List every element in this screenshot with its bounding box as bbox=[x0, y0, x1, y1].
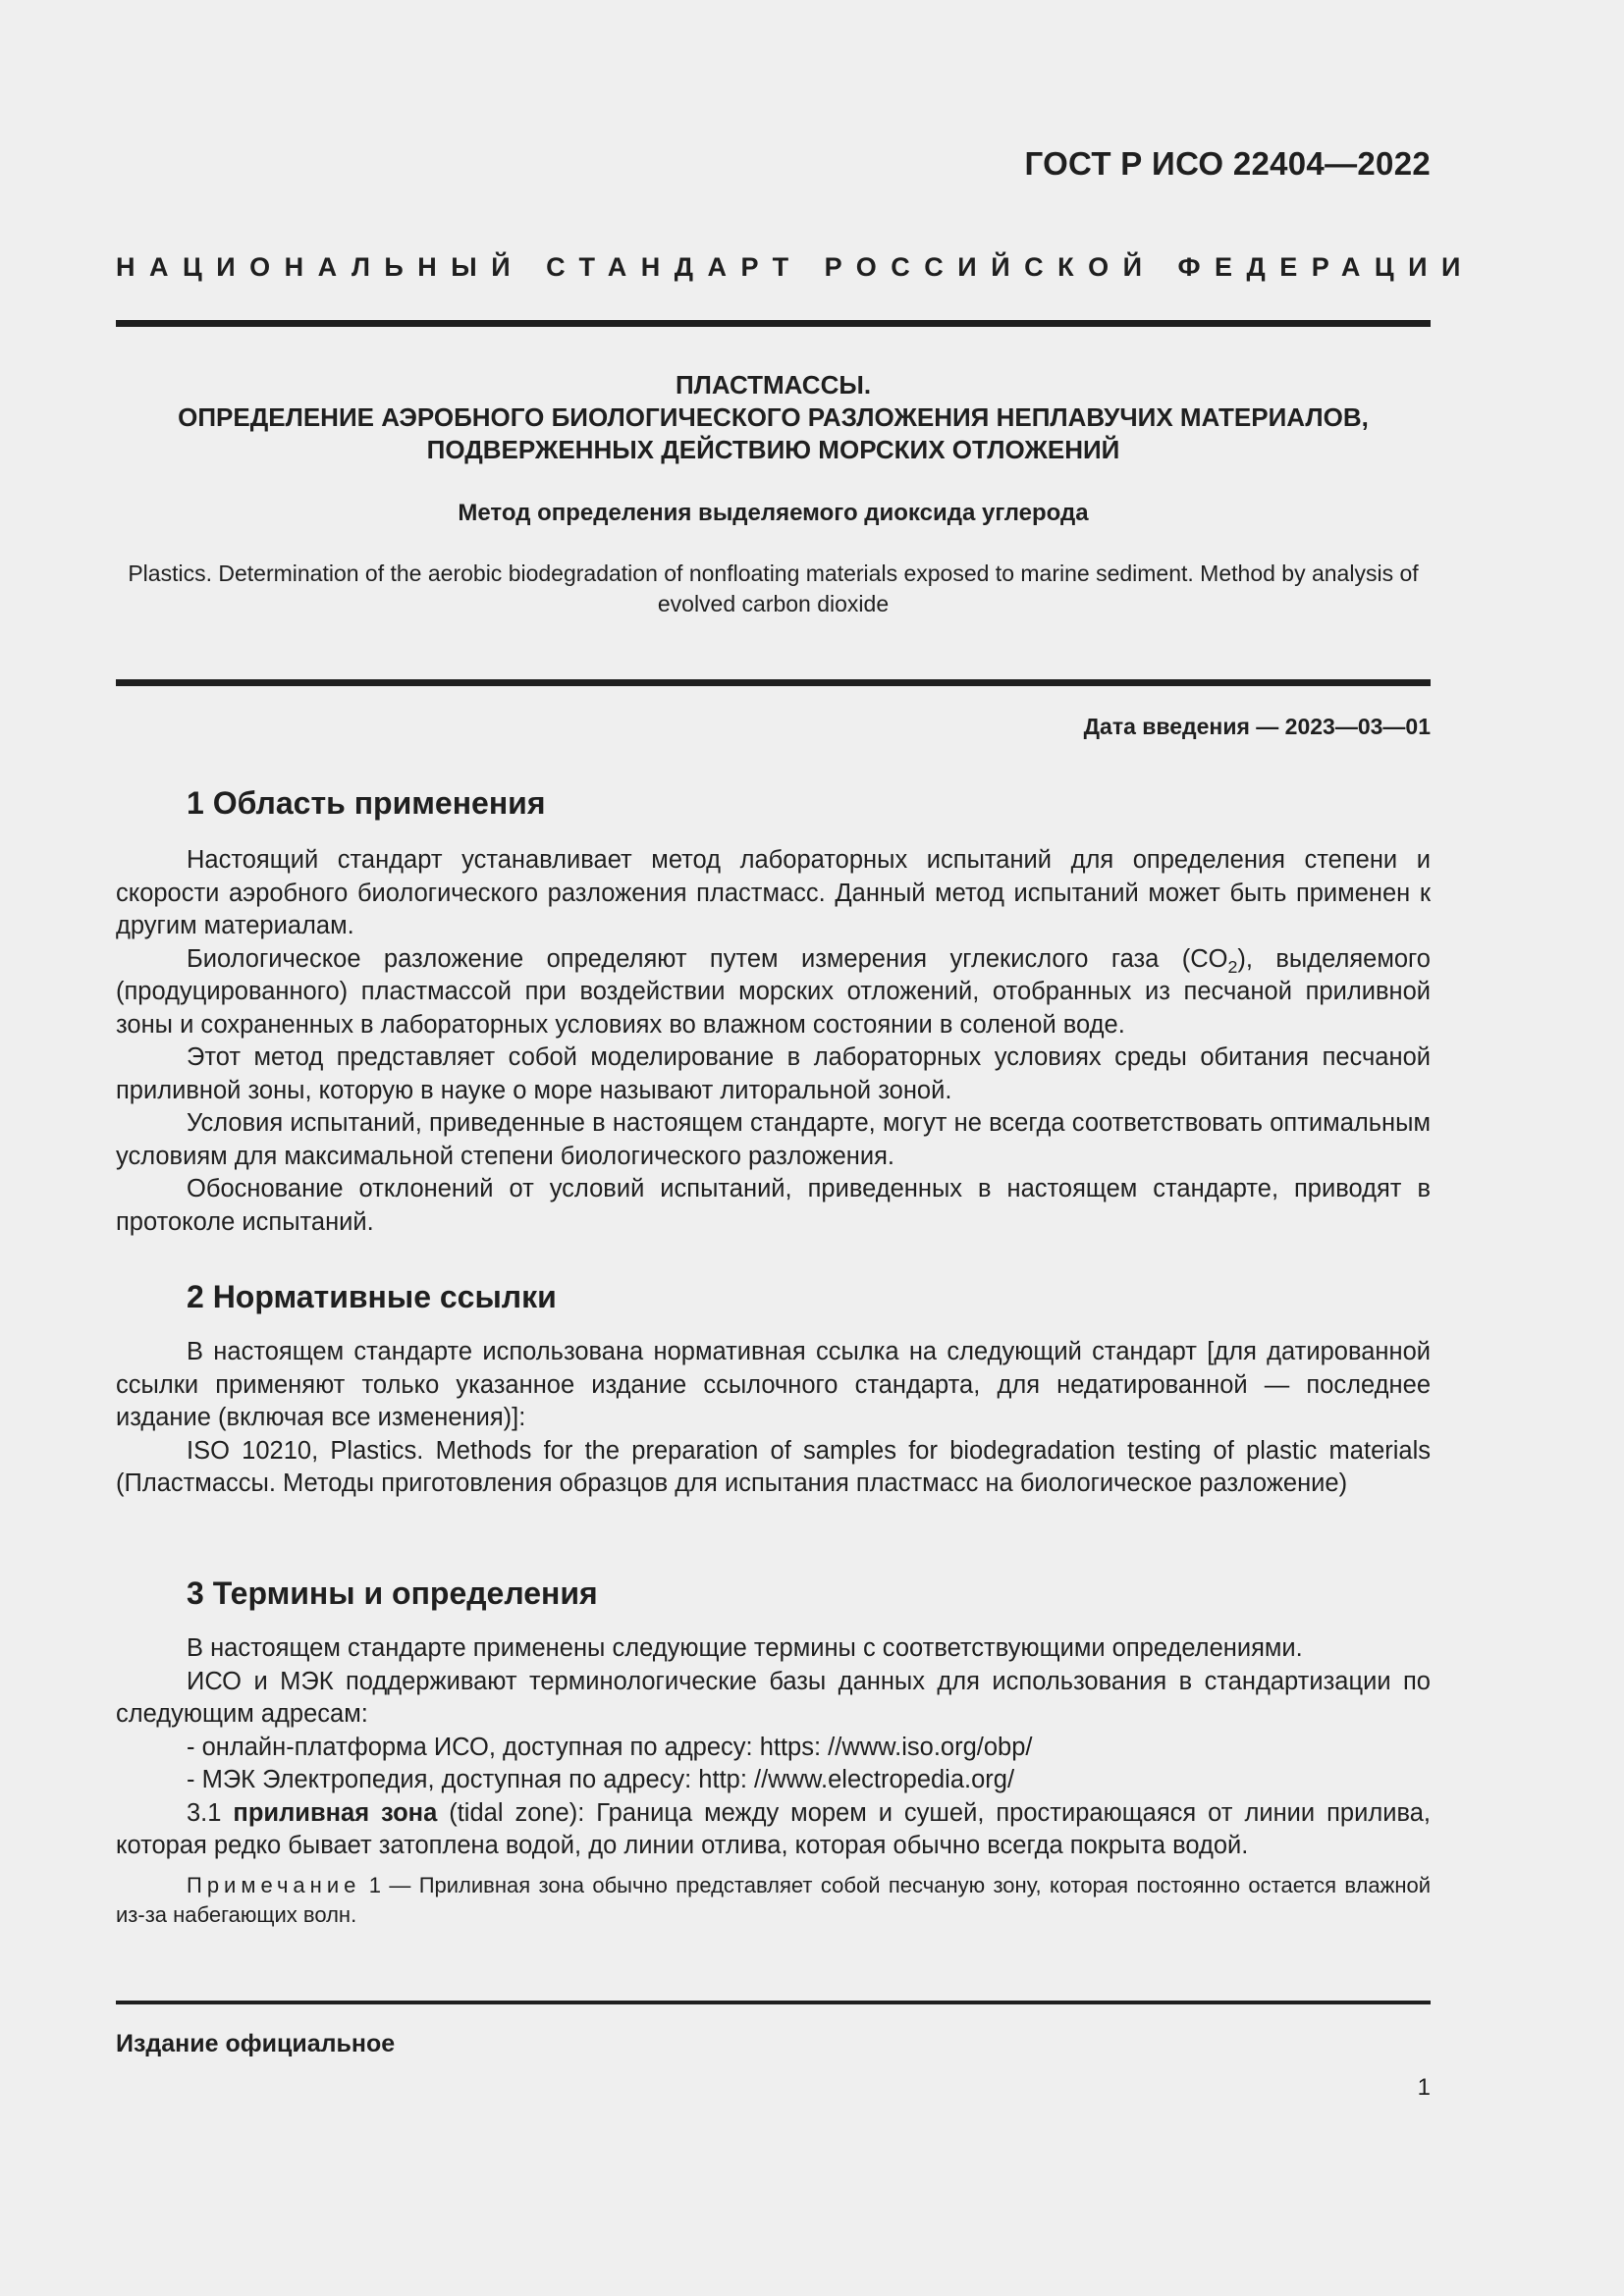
section-3-paragraph-2: ИСО и МЭК поддерживают терминологические базы данных для использования в стандартизации по следующим адресам: bbox=[116, 1667, 1431, 1728]
term-number: 3.1 bbox=[187, 1798, 222, 1827]
section-2-paragraph-1: В настоящем стандарте использована нормативная ссылка на следующий стандарт [для датированной ссылки применяют только указанное издание ссылочного стандарта, для недатированной — последнее издание (включая все изменения)]: bbox=[116, 1338, 1431, 1431]
term-text: (tidal zone): Граница между морем и сушей, простирающаяся от линии прилива, которая редко бывает затоплена водой, до линии отлива, которая обычно всегда покрыта водой. bbox=[116, 1798, 1431, 1859]
title-bottom-rule bbox=[116, 679, 1431, 686]
section-1-paragraph-1: Настоящий стандарт устанавливает метод лабораторных испытаний для определения степени и скорости аэробного биологического разложения пластмасс. Данный метод испытаний может быть применен к другим материалам. bbox=[116, 846, 1431, 939]
section-1-body bbox=[116, 844, 1431, 1239]
section-1-heading: 1 Область применения bbox=[187, 785, 546, 821]
section-3-heading: 3 Термины и определения bbox=[187, 1575, 598, 1611]
document-subtitle: Метод определения выделяемого диоксида углерода bbox=[458, 500, 1089, 526]
section-1 bbox=[116, 783, 1431, 823]
section-1-paragraph-5: Обоснование отклонений от условий испытаний, приведенных в настоящем стандарте, приводят в протоколе испытаний. bbox=[116, 1175, 1431, 1236]
section-3-list-item-2: - МЭК Электропедия, доступная по адресу: http: //www.electropedia.org/ bbox=[187, 1766, 1015, 1793]
title-line-2: ОПРЕДЕЛЕНИЕ АЭРОБНОГО БИОЛОГИЧЕСКОГО РАЗЛОЖЕНИЯ НЕПЛАВУЧИХ МАТЕРИАЛОВ, bbox=[178, 402, 1369, 432]
top-rule bbox=[116, 320, 1431, 327]
section-3 bbox=[116, 1574, 1431, 1613]
section-1-paragraph-2 bbox=[116, 943, 1431, 1042]
term-name: приливная зона bbox=[233, 1798, 438, 1827]
document-title bbox=[116, 369, 1431, 466]
official-edition-label: Издание официальное bbox=[116, 2030, 396, 2057]
p2-text-after: ), выделяемого (продуцированного) пластмассой при воздействии морских отложений, отобранных из песчаной приливной зоны и сохраненных в лабораторных условиях во влажном состоянии в соленой воде. bbox=[116, 944, 1431, 1039]
term-definition bbox=[116, 1797, 1431, 1863]
section-3-body bbox=[116, 1632, 1431, 1930]
note-label: Примечание bbox=[187, 1872, 361, 1897]
english-title: Plastics. Determination of the aerobic biodegradation of nonfloating materials exposed to marine sediment. Method by analysis of evolved carbon dioxide bbox=[128, 561, 1419, 616]
section-2 bbox=[116, 1277, 1431, 1316]
title-line-3: ПОДВЕРЖЕННЫХ ДЕЙСТВИЮ МОРСКИХ ОТЛОЖЕНИЙ bbox=[426, 435, 1120, 464]
section-1-paragraph-3: Этот метод представляет собой моделирование в лабораторных условиях среды обитания песчаной приливной зоны, которую в науке о море называют литоральной зоной. bbox=[116, 1043, 1431, 1104]
note-text: 1 — Приливная зона обычно представляет собой песчаную зону, которая постоянно остается влажной из-за набегающих волн. bbox=[116, 1872, 1431, 1927]
section-1-paragraph-4: Условия испытаний, приведенные в настоящем стандарте, могут не всегда соответствовать оптимальным условиям для максимальной степени биологического разложения. bbox=[116, 1109, 1431, 1170]
section-2-heading: 2 Нормативные ссылки bbox=[187, 1279, 557, 1314]
section-3-list-item-1: - онлайн-платформа ИСО, доступная по адресу: https: //www.iso.org/obp/ bbox=[187, 1733, 1033, 1761]
term-note bbox=[116, 1871, 1431, 1930]
p2-text-before: Биологическое разложение определяют путем измерения углекислого газа (CO bbox=[187, 944, 1228, 973]
footer-rule bbox=[116, 2001, 1431, 2004]
page-number: 1 bbox=[1417, 2074, 1431, 2101]
document-number: ГОСТ Р ИСО 22404—2022 bbox=[1024, 145, 1431, 182]
national-standard-banner: НАЦИОНАЛЬНЫЙ СТАНДАРТ РОССИЙСКОЙ ФЕДЕРАЦИИ bbox=[116, 252, 1475, 282]
section-2-paragraph-2: ISO 10210, Plastics. Methods for the preparation of samples for biodegradation testing of plastic materials (Пластмассы. Методы приготовления образцов для испытания пластмасс на биологическое разложение) bbox=[116, 1436, 1431, 1497]
section-2-body bbox=[116, 1336, 1431, 1501]
title-line-1: ПЛАСТМАССЫ. bbox=[675, 370, 872, 400]
section-3-paragraph-1: В настоящем стандарте применены следующие термины с соответствующими определениями. bbox=[187, 1634, 1303, 1662]
introduction-date: Дата введения — 2023—03—01 bbox=[1083, 714, 1431, 739]
co2-subscript: 2 bbox=[1227, 956, 1238, 977]
